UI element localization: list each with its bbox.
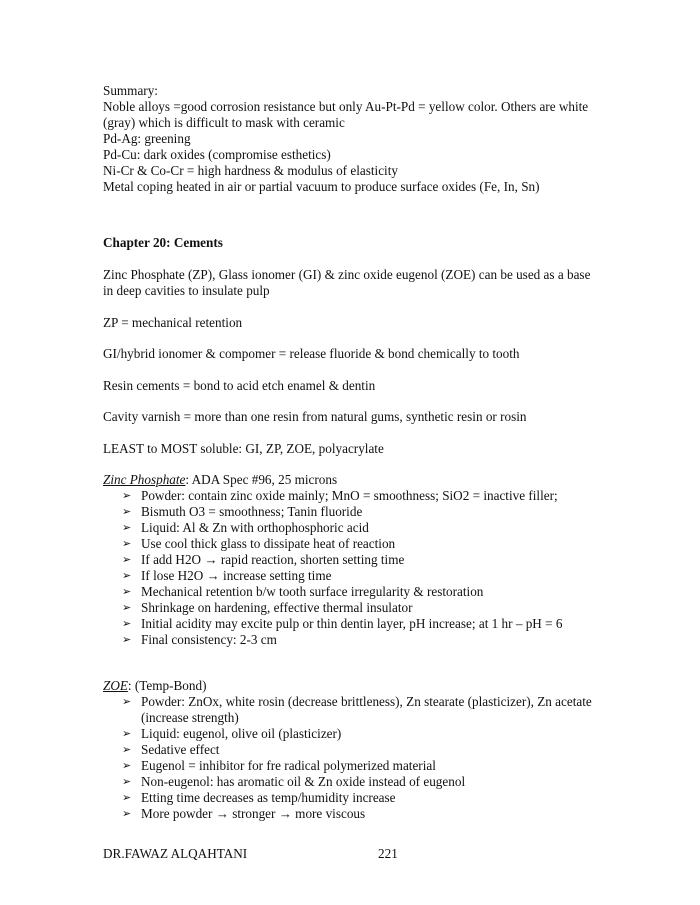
list-item <box>103 790 623 806</box>
zinc-phosphate-spec: : ADA Spec #96, 25 microns <box>185 472 338 487</box>
summary-line: Pd-Ag: greening <box>103 131 191 146</box>
list-item <box>103 520 623 536</box>
list-item-text: Powder: ZnOx, white rosin (decrease brittleness), Zn stearate (plasticizer), Zn acetate <box>141 694 592 709</box>
arrow-bullet-icon: ➢ <box>122 538 132 550</box>
zinc-phosphate-heading <box>103 472 623 488</box>
arrow-bullet-icon: ➢ <box>122 696 132 708</box>
page-footer <box>103 846 623 864</box>
list-item-text: (increase strength) <box>141 710 239 725</box>
arrow-bullet-icon: ➢ <box>122 634 132 646</box>
list-item <box>103 488 623 504</box>
arrow-bullet-icon: ➢ <box>122 522 132 534</box>
list-item <box>103 632 623 648</box>
list-item <box>103 552 623 568</box>
list-item-text: If lose H2O → increase setting time <box>141 568 332 583</box>
summary-title: Summary: <box>103 83 158 98</box>
arrow-bullet-icon: ➢ <box>122 744 132 756</box>
paragraph <box>103 346 623 362</box>
zoe-label: ZOE <box>103 678 128 693</box>
paragraph-text: ZP = mechanical retention <box>103 315 243 330</box>
arrow-bullet-icon: ➢ <box>122 760 132 772</box>
zoe-heading <box>103 678 623 694</box>
paragraph <box>103 378 623 394</box>
list-item-text: Liquid: Al & Zn with orthophosphoric acid <box>141 520 369 535</box>
list-item <box>103 774 623 790</box>
list-item-text: Etting time decreases as temp/humidity increase <box>141 790 396 805</box>
zinc-phosphate-label: Zinc Phosphate <box>103 472 186 487</box>
arrow-bullet-icon: ➢ <box>122 586 132 598</box>
zinc-phosphate-section <box>103 472 623 648</box>
list-item <box>103 504 623 520</box>
arrow-bullet-icon: ➢ <box>122 490 132 502</box>
chapter-title: Chapter 20: Cements <box>103 235 223 250</box>
list-item-text: Final consistency: 2-3 cm <box>141 632 277 647</box>
list-item <box>103 536 623 552</box>
arrow-bullet-icon: ➢ <box>122 570 132 582</box>
zoe-list <box>103 694 623 822</box>
footer-author: DR.FAWAZ ALQAHTANI <box>103 846 248 861</box>
list-item-text: Use cool thick glass to dissipate heat of reaction <box>141 536 396 551</box>
summary-line: Ni-Cr & Co-Cr = high hardness & modulus of elasticity <box>103 163 398 178</box>
paragraph <box>103 315 623 331</box>
list-item <box>103 726 623 742</box>
arrow-bullet-icon: ➢ <box>122 506 132 518</box>
paragraph-text: Cavity varnish = more than one resin from natural gums, synthetic resin or rosin <box>103 409 527 424</box>
arrow-bullet-icon: ➢ <box>122 792 132 804</box>
list-item <box>103 584 623 600</box>
paragraph-text: GI/hybrid ionomer & compomer = release fluoride & bond chemically to tooth <box>103 346 520 361</box>
summary-line: Noble alloys =good corrosion resistance but only Au-Pt-Pd = yellow color. Others are white <box>103 99 589 114</box>
list-item-text: Non-eugenol: has aromatic oil & Zn oxide instead of eugenol <box>141 774 466 789</box>
list-item <box>103 742 623 758</box>
summary-line: Pd-Cu: dark oxides (compromise esthetics) <box>103 147 331 162</box>
zoe-section <box>103 678 623 822</box>
summary-line: (gray) which is difficult to mask with ceramic <box>103 115 345 130</box>
summary-section <box>103 83 623 195</box>
arrow-bullet-icon: ➢ <box>122 554 132 566</box>
arrow-bullet-icon: ➢ <box>122 728 132 740</box>
zinc-phosphate-list <box>103 488 623 648</box>
list-item <box>103 694 623 710</box>
paragraph-text: Resin cements = bond to acid etch enamel & dentin <box>103 378 376 393</box>
list-item-text: Bismuth O3 = smoothness; Tanin fluoride <box>141 504 363 519</box>
chapter-heading-block <box>103 235 623 251</box>
chapter-intro <box>103 267 623 299</box>
zoe-subtitle: : (Temp-Bond) <box>127 678 207 693</box>
summary-line: Metal coping heated in air or partial vacuum to produce surface oxides (Fe, In, Sn) <box>103 179 540 194</box>
arrow-bullet-icon: ➢ <box>122 808 132 820</box>
list-item-text: Powder: contain zinc oxide mainly; MnO = smoothness; SiO2 = inactive filler; <box>141 488 558 503</box>
intro-line: in deep cavities to insulate pulp <box>103 283 270 298</box>
intro-line: Zinc Phosphate (ZP), Glass ionomer (GI) & zinc oxide eugenol (ZOE) can be used as a base <box>103 267 591 282</box>
list-item-text: Initial acidity may excite pulp or thin dentin layer, pH increase; at 1 hr – pH = 6 <box>141 616 563 631</box>
list-item <box>103 758 623 774</box>
list-item-text: Shrinkage on hardening, effective thermal insulator <box>141 600 413 615</box>
arrow-bullet-icon: ➢ <box>122 776 132 788</box>
list-item <box>103 600 623 616</box>
list-item <box>103 806 623 822</box>
list-item-text: If add H2O → rapid reaction, shorten setting time <box>141 552 405 567</box>
list-item-continuation <box>103 710 623 726</box>
page-number: 221 <box>378 846 398 861</box>
list-item-text: Mechanical retention b/w tooth surface irregularity & restoration <box>141 584 484 599</box>
paragraph <box>103 441 623 457</box>
paragraph-text: LEAST to MOST soluble: GI, ZP, ZOE, polyacrylate <box>103 441 384 456</box>
list-item-text: Eugenol = inhibitor for fre radical polymerized material <box>141 758 436 773</box>
arrow-bullet-icon: ➢ <box>122 618 132 630</box>
list-item-text: Sedative effect <box>141 742 220 757</box>
list-item <box>103 568 623 584</box>
arrow-bullet-icon: ➢ <box>122 602 132 614</box>
paragraph <box>103 409 623 425</box>
list-item <box>103 616 623 632</box>
list-item-text: Liquid: eugenol, olive oil (plasticizer) <box>141 726 342 741</box>
list-item-text: More powder → stronger → more viscous <box>141 806 366 821</box>
